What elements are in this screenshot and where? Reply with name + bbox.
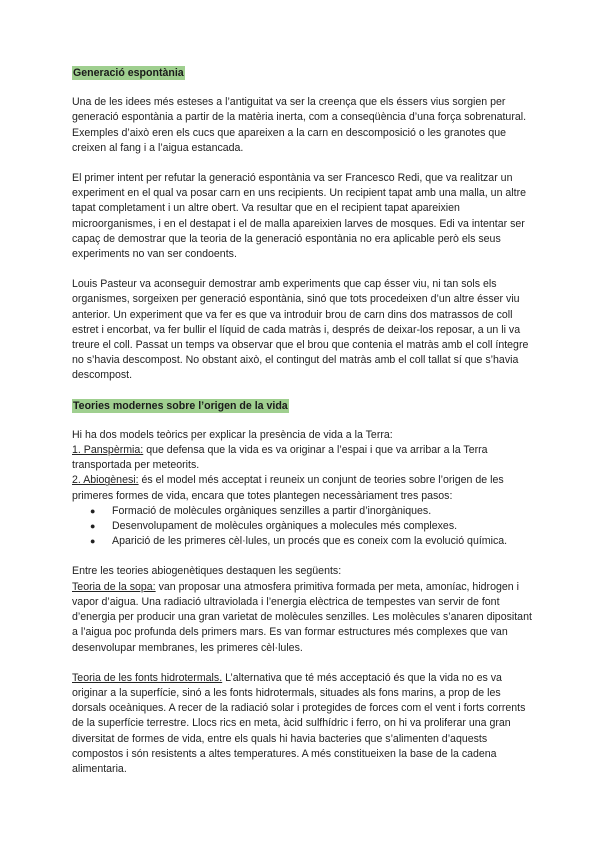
abiogenesis-label: 2. Abiogènesi: xyxy=(72,474,139,487)
section-heading-modern-theories: Teories modernes sobre l’origen de la vida xyxy=(73,399,288,412)
paragraph-panspermia xyxy=(72,443,534,473)
document-page xyxy=(72,66,534,777)
list-item xyxy=(72,534,534,549)
bullet-icon: ● xyxy=(90,521,96,532)
list-item-text: Aparició de les primeres cèl·lules, un procés que es coneix com la evolució química. xyxy=(112,535,508,548)
hydrothermal-theory-label: Teoria de les fonts hidrotermals. xyxy=(72,671,223,684)
paragraph-antiquity-belief: Una de les idees més esteses a l’antiguitat va ser la creença que els éssers vius sorgien per generació espontània a partir de la matèria inerta, com a conseqüència d’una força sobrenatural. Exemples d’això eren els cucs que apareixen a la carn en descomposició o les granotes que creixen al fang i a l’aigua estancada. xyxy=(72,96,527,154)
list-item-text: Desenvolupament de molècules orgàniques a molecules més complexes. xyxy=(112,520,458,533)
panspermia-label: 1. Panspèrmia: xyxy=(72,444,144,457)
hydrothermal-theory-text: L’alternativa que té més acceptació és que la vida no es va originar a la superfície, sinó a les fonts hidrotermals, situades als fons marins, a prop de les dorsals oceàniques. A recer de la radiació solar i protegides de forces com el vent i forts corrents de la superfície terrestre. Llocs rics en meta, àcid sulfhídric i ferro, on hi va proliferar una gran diversitat de formes de vida, entre els quals hi havia bacteries que s’alimenten d’aquests compostos i són resistents a altes temperatures. A més constitueixen la base de la cadena alimentaria. xyxy=(72,671,526,775)
section-heading-spontaneous-generation: Generació espontània xyxy=(73,67,184,79)
paragraph-models-intro: Hi ha dos models teòrics per explicar la presència de vida a la Terra: xyxy=(72,428,393,441)
bullet-icon: ● xyxy=(90,536,96,547)
list-item xyxy=(72,504,534,519)
soup-theory-text: van proposar una atmosfera primitiva formada per meta, amoníac, hidrogen i vapor d’aigua. Una radiació ultraviolada i l’energia elèctrica de tempestes van servir de font d’energia per producir una gran varietat de molècules senzilles. Les molècules s’anaren dipositant a l’aigua poc profunda dels primers mars. Es van formar estructures més complexes que van desenvolupar membranes, les primeres cèl·lules. xyxy=(72,580,532,654)
paragraph-abiogenesis xyxy=(72,473,534,503)
paragraph-theories-intro: Entre les teories abiogenètiques destaquen les següents: xyxy=(72,565,342,578)
list-item-text: Formació de molècules orgàniques senzilles a partir d’inorgàniques. xyxy=(112,504,432,517)
list-item xyxy=(72,519,534,534)
paragraph-pasteur-experiment: Louis Pasteur va aconseguir demostrar amb experiments que cap ésser viu, ni tan sols els organismes, sorgeixen per generació espontània, sinó que tots procedeixen d’un altre ésser viu anterior. Un experiment que va fer es que va introduir brou de carn dins dos matrassos de coll estret i encorbat, va fer bullir el líquid de cada matràs i, després de deixar-los reposar, a un li va treure el coll. Passat un temps va observar que el brou que contenia el matràs amb el coll íntegre no s’havia descompost. No obstant això, el contingut del matràs amb el coll tallat sí que s’havia descompost. xyxy=(72,278,529,382)
abiogenesis-steps-list xyxy=(72,504,534,550)
bullet-icon: ● xyxy=(90,505,96,516)
soup-theory-label: Teoria de la sopa: xyxy=(72,580,156,593)
paragraph-soup-theory xyxy=(72,580,534,656)
panspermia-text: que defensa que la vida es va originar a l’espai i que va arribar a la Terra transportada per meteorits. xyxy=(72,444,488,472)
paragraph-hydrothermal-theory xyxy=(72,671,534,777)
abiogenesis-text: és el model més acceptat i reuneix un conjunt de teories sobre l’origen de les primeres formes de vida, encara que totes plantegen necessàriament tres pasos: xyxy=(72,474,504,502)
paragraph-redi-experiment: El primer intent per refutar la generació espontània va ser Francesco Redi, que va realitzar un experiment en el qual va posar carn en uns recipients. Un recipient tapat amb una malla, un altre tapat completament i un altre obert. Va resultar que en el recipient tapat apareixien microorganismes, i en el destapat i el de malla apareixien larves de mosques. Edi va intentar ser capaç de demostrar que la teoria de la generació espontània no era aplicable però els seus experiments no van ser condoents. xyxy=(72,172,527,261)
